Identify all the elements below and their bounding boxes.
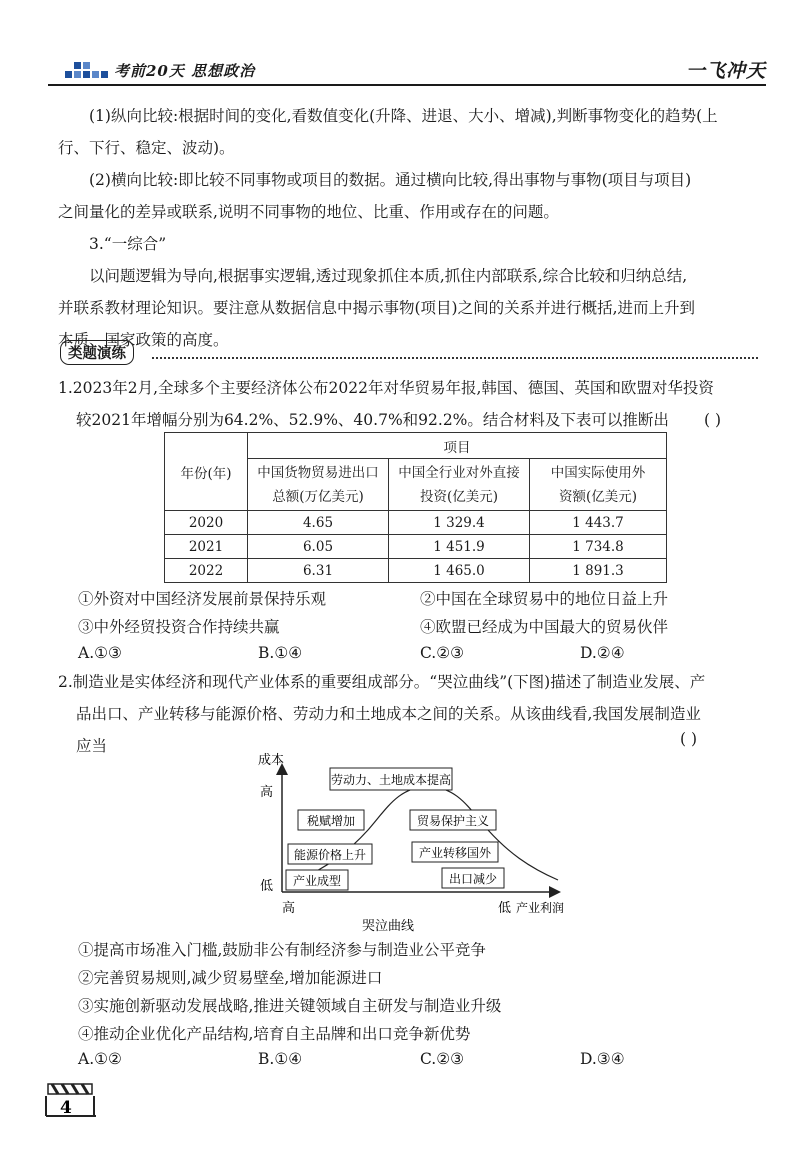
header-line: 中国实际使用外 [550,464,646,481]
section-heading [58,340,758,366]
box-right-2-label: 产业转移国外 [418,846,492,860]
stem-line: 品出口、产业转移与能源价格、劳动力和土地成本之间的关系。从该曲线看,我国发展制造业 [76,705,701,723]
table-row [165,511,667,535]
table-row [165,559,667,583]
table-cell: 4.65 [248,511,389,535]
table-column-header [530,459,667,511]
q2-answer-d: D.③④ [580,1050,625,1068]
q1-answer-a: A.①③ [78,644,122,662]
q1-answer-d: D.②④ [580,644,625,662]
table-cell: 6.05 [248,535,389,559]
paragraph-line: 并联系教材理论知识。要注意从数据信息中揭示事物(项目)之间的关系并进行概括,进而上升到 [58,299,696,317]
paragraph-line: 以问题逻辑为导向,根据事实逻辑,透过现象抓住本质,抓住内部联系,综合比较和归纳总结, [89,267,688,285]
q2-answer-c: C.②③ [420,1050,465,1068]
x-axis-label: 产业利润 [516,901,565,915]
header-brand: 一飞冲天 [685,60,766,82]
q2-option-4: ④推动企业优化产品结构,培育自主品牌和出口竞争新优势 [78,1025,471,1043]
crying-curve-diagram [258,752,578,934]
header-line: 总额(万亿美元) [272,488,364,505]
header-line: 投资(亿美元) [419,488,499,505]
paragraph-line: 之间量化的差异或联系,说明不同事物的地位、比重、作用或存在的问题。 [58,203,559,221]
box-left-3-label: 产业成型 [292,874,342,888]
table-cell: 1 734.8 [530,535,667,559]
table-cell: 2022 [165,559,248,583]
trade-data-table [164,432,667,583]
box-left-1-label: 税赋增加 [306,814,356,828]
page-number-badge [42,1082,100,1120]
stem-line: 2.制造业是实体经济和现代产业体系的重要组成部分。“哭泣曲线”(下图)描述了制造业发展、产 [58,673,706,691]
page-header [48,52,766,86]
paragraph-line: 本质、国家政策的高度。 [58,331,229,349]
question-1-stem [58,372,758,436]
y-low-label: 低 [260,879,274,894]
table-cell: 1 465.0 [389,559,530,583]
q2-option-1: ①提高市场准入门槛,鼓励非公有制经济参与制造业公平竞争 [78,941,486,959]
q1-option-3: ③中外经贸投资合作持续共赢 [78,618,280,636]
table-cell: 1 891.3 [530,559,667,583]
table-cell: 1 443.7 [530,511,667,535]
q1-option-2: ②中国在全球贸易中的地位日益上升 [420,590,669,608]
table-cell: 1 451.9 [389,535,530,559]
dotted-rule [152,357,758,359]
header-line: 资额(亿美元) [558,488,638,505]
table-cell: 6.31 [248,559,389,583]
curve-line [298,786,558,880]
q1-option-4: ④欧盟已经成为中国最大的贸易伙伴 [420,618,669,636]
q2-option-2: ②完善贸易规则,减少贸易壁垒,增加能源进口 [78,969,383,987]
header-divider [48,84,766,86]
box-right-3-label: 出口减少 [448,872,498,886]
paragraph-vertical-comparison [58,100,758,164]
stem-line: 1.2023年2月,全球多个主要经济体公布2022年对华贸易年报,韩国、德国、英国和欧盟对华投资 [58,379,714,397]
table-cell: 1 329.4 [389,511,530,535]
answer-bracket: ( ) [680,730,698,748]
q1-answer-c: C.②③ [420,644,465,662]
y-axis-label: 成本 [258,753,285,768]
paragraph-horizontal-comparison [58,164,758,228]
paragraph-line: (1)纵向比较:根据时间的变化,看数值变化(升降、进退、大小、增减),判断事物变化的趋势(上 [89,107,718,125]
header-line: 中国全行业对外直接 [398,464,520,481]
x-low-label: 低 [498,901,512,916]
header-title: 考前20天 思想政治 [114,62,256,80]
section-label: 类题演练 [60,340,134,365]
q1-option-1: ①外资对中国经济发展前景保持乐观 [78,590,327,608]
header-line: 中国货物贸易进出口 [257,464,379,481]
box-top-label: 劳动力、土地成本提高 [330,773,452,787]
box-left-2-label: 能源价格上升 [293,848,367,862]
q1-answer-b: B.①④ [258,644,303,662]
book-logo-icon [64,58,108,82]
q2-answer-b: B.①④ [258,1050,303,1068]
stem-line: 较2021年增幅分别为64.2%、52.9%、40.7%和92.2%。结合材料及下表可以推断出 [76,411,669,429]
table-row-header: 年份(年) [165,433,248,511]
table-column-header [248,459,389,511]
table-cell: 2020 [165,511,248,535]
table-column-header [389,459,530,511]
table-row [165,535,667,559]
y-high-label: 高 [260,785,274,800]
page-number: 4 [60,1098,72,1118]
stem-line: 应当 [76,737,108,755]
question-2-stem [58,666,758,762]
paragraph-heading-synthesis: 3.“一综合” [89,235,167,253]
x-high-label: 高 [282,901,296,916]
paragraph-line: 行、下行、稳定、波动)。 [58,139,235,157]
diagram-caption: 哭泣曲线 [362,919,415,934]
q2-answer-a: A.①② [78,1050,122,1068]
box-right-1-label: 贸易保护主义 [416,814,490,828]
paragraph-line: (2)横向比较:即比较不同事物或项目的数据。通过横向比较,得出事物与事物(项目与项目) [89,171,692,189]
table-cell: 2021 [165,535,248,559]
q2-option-3: ③实施创新驱动发展战略,推进关键领域自主研发与制造业升级 [78,997,502,1015]
table-group-header: 项目 [248,433,667,459]
answer-bracket: ( ) [704,411,722,429]
paragraph-synthesis [58,240,758,356]
